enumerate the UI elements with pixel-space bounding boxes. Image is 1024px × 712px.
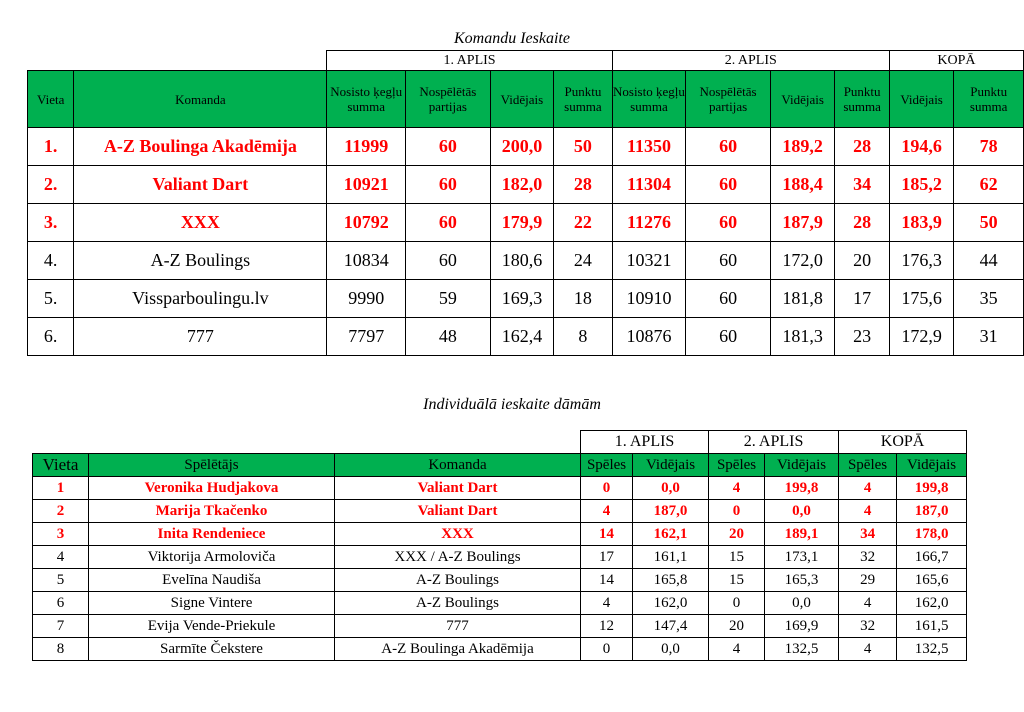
cell-tot-avg: 183,9: [889, 204, 954, 242]
cell-r2-games: 60: [686, 318, 771, 356]
col-header-speles: Spēles: [839, 454, 897, 477]
cell-r2-games: 60: [686, 166, 771, 204]
cell-player: Sarmīte Čekstere: [89, 638, 335, 661]
cell-r1-avg: 180,6: [490, 242, 554, 280]
cell-place: 4.: [28, 242, 74, 280]
cell-tot-pts: 44: [954, 242, 1024, 280]
table-row: [33, 592, 967, 615]
cell-r1-pts: 50: [554, 128, 612, 166]
cell-player: Evelīna Naudiša: [89, 569, 335, 592]
cell-r2-games: 0: [709, 500, 765, 523]
col-header-videjais: Vidējais: [889, 71, 954, 128]
cell-tot-games: 32: [839, 615, 897, 638]
table-row: [33, 523, 967, 546]
table-row: [28, 318, 1024, 356]
group-round-2: 2. APLIS: [709, 431, 839, 454]
col-header-nosisto: Nosisto ķegļu summa: [327, 71, 406, 128]
cell-r2-pins: 11276: [612, 204, 686, 242]
col-header-speles: Spēles: [709, 454, 765, 477]
cell-team: XXX: [74, 204, 327, 242]
cell-tot-avg: 178,0: [897, 523, 967, 546]
cell-tot-games: 32: [839, 546, 897, 569]
cell-team: Vissparboulingu.lv: [74, 280, 327, 318]
cell-player: Signe Vintere: [89, 592, 335, 615]
cell-team: A-Z Boulinga Akadēmija: [335, 638, 581, 661]
cell-r2-avg: 172,0: [770, 242, 835, 280]
team-standings-title: Komandu Ieskaite: [454, 30, 570, 47]
cell-player: Inita Rendeniece: [89, 523, 335, 546]
cell-r2-avg: 132,5: [765, 638, 839, 661]
cell-r2-pins: 11304: [612, 166, 686, 204]
cell-r2-avg: 189,1: [765, 523, 839, 546]
cell-tot-avg: 132,5: [897, 638, 967, 661]
cell-place: 3: [33, 523, 89, 546]
cell-player: Marija Tkačenko: [89, 500, 335, 523]
cell-r2-avg: 181,8: [770, 280, 835, 318]
cell-team: 777: [74, 318, 327, 356]
cell-tot-avg: 187,0: [897, 500, 967, 523]
cell-place: 2.: [28, 166, 74, 204]
col-header-nosisto: Nosisto ķegļu summa: [612, 71, 686, 128]
cell-player: Viktorija Armoloviča: [89, 546, 335, 569]
cell-tot-pts: 31: [954, 318, 1024, 356]
cell-r1-pins: 10834: [327, 242, 406, 280]
cell-player: Evija Vende-Priekule: [89, 615, 335, 638]
table-row: [33, 500, 967, 523]
col-header-vieta: Vieta: [28, 71, 74, 128]
cell-place: 1: [33, 477, 89, 500]
group-total: KOPĀ: [889, 51, 1023, 71]
cell-r2-games: 60: [686, 280, 771, 318]
cell-r2-games: 15: [709, 546, 765, 569]
table-row: [33, 615, 967, 638]
cell-player: Veronika Hudjakova: [89, 477, 335, 500]
col-header-punktu: Punktu summa: [954, 71, 1024, 128]
group-round-1: 1. APLIS: [581, 431, 709, 454]
cell-place: 6.: [28, 318, 74, 356]
group-total: KOPĀ: [839, 431, 967, 454]
cell-tot-games: 4: [839, 477, 897, 500]
cell-r2-pins: 10876: [612, 318, 686, 356]
cell-place: 4: [33, 546, 89, 569]
cell-r1-avg: 0,0: [633, 638, 709, 661]
cell-r2-pts: 28: [835, 128, 889, 166]
cell-tot-games: 29: [839, 569, 897, 592]
table-row: [28, 242, 1024, 280]
col-header-videjais: Vidējais: [490, 71, 554, 128]
cell-r2-avg: 181,3: [770, 318, 835, 356]
col-header-videjais: Vidējais: [765, 454, 839, 477]
cell-team: Valiant Dart: [335, 500, 581, 523]
cell-r1-pts: 18: [554, 280, 612, 318]
cell-r2-games: 60: [686, 204, 771, 242]
cell-r1-avg: 161,1: [633, 546, 709, 569]
cell-tot-pts: 78: [954, 128, 1024, 166]
cell-tot-pts: 62: [954, 166, 1024, 204]
group-round-2: 2. APLIS: [612, 51, 889, 71]
cell-place: 5: [33, 569, 89, 592]
cell-r1-games: 48: [406, 318, 491, 356]
individual-standings-table: [32, 430, 967, 661]
cell-r1-pins: 9990: [327, 280, 406, 318]
cell-r1-pts: 22: [554, 204, 612, 242]
cell-r2-avg: 0,0: [765, 500, 839, 523]
cell-r1-games: 59: [406, 280, 491, 318]
cell-r2-games: 60: [686, 242, 771, 280]
cell-r2-avg: 189,2: [770, 128, 835, 166]
cell-team: Valiant Dart: [74, 166, 327, 204]
cell-tot-avg: 185,2: [889, 166, 954, 204]
cell-r1-pins: 11999: [327, 128, 406, 166]
cell-r1-games: 60: [406, 128, 491, 166]
cell-r2-pts: 17: [835, 280, 889, 318]
cell-r2-avg: 199,8: [765, 477, 839, 500]
individual-standings-title: Individuālā ieskaite dāmām: [423, 396, 601, 413]
cell-r2-games: 20: [709, 615, 765, 638]
cell-place: 7: [33, 615, 89, 638]
cell-r1-avg: 182,0: [490, 166, 554, 204]
cell-r1-games: 0: [581, 638, 633, 661]
cell-place: 2: [33, 500, 89, 523]
col-header-punktu: Punktu summa: [835, 71, 889, 128]
cell-r2-pts: 34: [835, 166, 889, 204]
cell-team: Valiant Dart: [335, 477, 581, 500]
col-header-punktu: Punktu summa: [554, 71, 612, 128]
cell-r1-games: 4: [581, 500, 633, 523]
table-row: [28, 280, 1024, 318]
cell-r2-avg: 169,9: [765, 615, 839, 638]
table-row: [33, 638, 967, 661]
cell-tot-games: 4: [839, 638, 897, 661]
cell-r2-pins: 10321: [612, 242, 686, 280]
col-header-nospeletas: Nospēlētās partijas: [686, 71, 771, 128]
cell-tot-avg: 176,3: [889, 242, 954, 280]
cell-r1-games: 4: [581, 592, 633, 615]
cell-r2-pins: 10910: [612, 280, 686, 318]
cell-r1-pts: 28: [554, 166, 612, 204]
table-row: [33, 569, 967, 592]
cell-r1-pins: 7797: [327, 318, 406, 356]
cell-r2-avg: 188,4: [770, 166, 835, 204]
cell-tot-avg: 172,9: [889, 318, 954, 356]
cell-place: 6: [33, 592, 89, 615]
col-header-speles: Spēles: [581, 454, 633, 477]
cell-r2-games: 20: [709, 523, 765, 546]
cell-team: A-Z Boulings: [335, 569, 581, 592]
cell-r2-games: 60: [686, 128, 771, 166]
cell-tot-pts: 50: [954, 204, 1024, 242]
cell-r1-games: 60: [406, 204, 491, 242]
cell-r2-games: 0: [709, 592, 765, 615]
col-header-komanda: Komanda: [335, 454, 581, 477]
cell-r2-pins: 11350: [612, 128, 686, 166]
cell-r1-avg: 200,0: [490, 128, 554, 166]
cell-team: 777: [335, 615, 581, 638]
cell-r1-games: 14: [581, 523, 633, 546]
col-header-komanda: Komanda: [74, 71, 327, 128]
table-row: [28, 128, 1024, 166]
cell-r1-games: 14: [581, 569, 633, 592]
cell-tot-avg: 161,5: [897, 615, 967, 638]
cell-r1-avg: 179,9: [490, 204, 554, 242]
cell-r2-avg: 165,3: [765, 569, 839, 592]
cell-r1-avg: 187,0: [633, 500, 709, 523]
col-header-vieta: Vieta: [33, 454, 89, 477]
cell-tot-avg: 199,8: [897, 477, 967, 500]
cell-tot-games: 4: [839, 500, 897, 523]
table-row: [33, 546, 967, 569]
cell-place: 1.: [28, 128, 74, 166]
cell-tot-avg: 166,7: [897, 546, 967, 569]
cell-r1-pts: 24: [554, 242, 612, 280]
cell-r1-games: 0: [581, 477, 633, 500]
table-row: [28, 166, 1024, 204]
cell-team: XXX / A-Z Boulings: [335, 546, 581, 569]
cell-place: 8: [33, 638, 89, 661]
cell-r1-games: 12: [581, 615, 633, 638]
cell-r1-games: 60: [406, 166, 491, 204]
cell-tot-avg: 175,6: [889, 280, 954, 318]
cell-r1-avg: 162,4: [490, 318, 554, 356]
table-row: [28, 204, 1024, 242]
cell-tot-games: 4: [839, 592, 897, 615]
cell-r1-avg: 162,0: [633, 592, 709, 615]
cell-r1-games: 60: [406, 242, 491, 280]
cell-team: A-Z Boulings: [335, 592, 581, 615]
cell-r2-games: 4: [709, 477, 765, 500]
cell-r2-games: 4: [709, 638, 765, 661]
col-header-nospeletas: Nospēlētās partijas: [406, 71, 491, 128]
cell-tot-avg: 194,6: [889, 128, 954, 166]
col-header-videjais: Vidējais: [633, 454, 709, 477]
cell-team: A-Z Boulings: [74, 242, 327, 280]
col-header-videjais: Vidējais: [770, 71, 835, 128]
col-header-videjais: Vidējais: [897, 454, 967, 477]
cell-r2-pts: 23: [835, 318, 889, 356]
cell-r1-avg: 162,1: [633, 523, 709, 546]
cell-place: 5.: [28, 280, 74, 318]
cell-r2-pts: 20: [835, 242, 889, 280]
cell-r1-pts: 8: [554, 318, 612, 356]
cell-tot-pts: 35: [954, 280, 1024, 318]
cell-r1-avg: 0,0: [633, 477, 709, 500]
team-standings-table: [27, 50, 1024, 356]
cell-r1-avg: 147,4: [633, 615, 709, 638]
cell-r1-pins: 10921: [327, 166, 406, 204]
cell-r2-avg: 173,1: [765, 546, 839, 569]
cell-place: 3.: [28, 204, 74, 242]
cell-team: XXX: [335, 523, 581, 546]
cell-r2-games: 15: [709, 569, 765, 592]
cell-r1-pins: 10792: [327, 204, 406, 242]
cell-tot-avg: 162,0: [897, 592, 967, 615]
cell-tot-games: 34: [839, 523, 897, 546]
cell-r2-avg: 187,9: [770, 204, 835, 242]
cell-r2-pts: 28: [835, 204, 889, 242]
cell-r2-avg: 0,0: [765, 592, 839, 615]
group-round-1: 1. APLIS: [327, 51, 612, 71]
cell-r1-avg: 169,3: [490, 280, 554, 318]
col-header-speletajs: Spēlētājs: [89, 454, 335, 477]
cell-r1-games: 17: [581, 546, 633, 569]
cell-r1-avg: 165,8: [633, 569, 709, 592]
table-row: [33, 477, 967, 500]
cell-tot-avg: 165,6: [897, 569, 967, 592]
cell-team: A-Z Boulinga Akadēmija: [74, 128, 327, 166]
